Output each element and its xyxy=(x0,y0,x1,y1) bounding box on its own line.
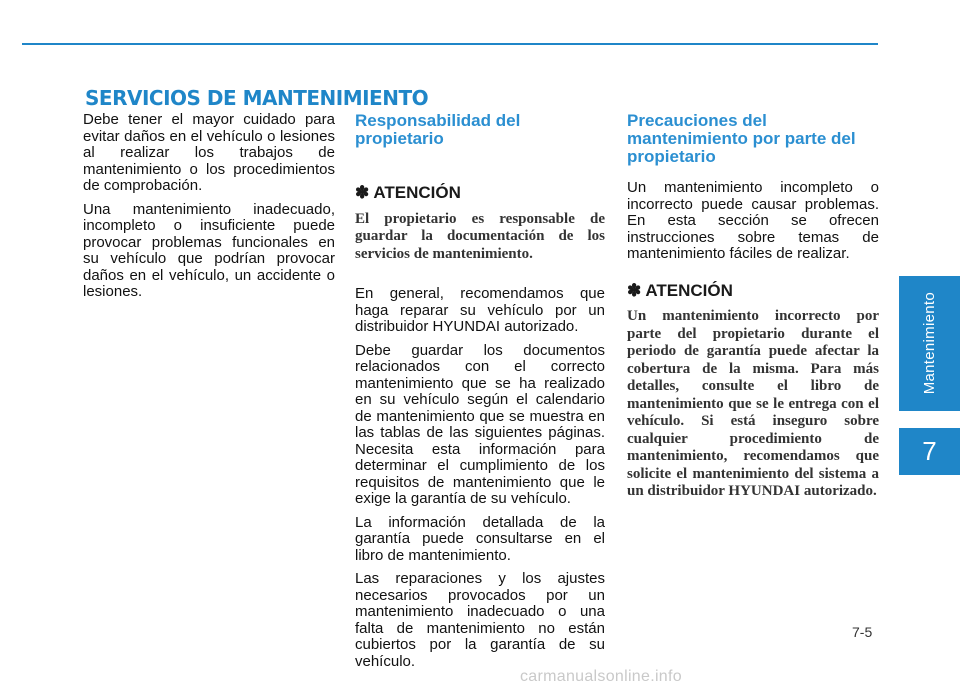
paragraph: La información detallada de la garantía puede consultarse en el libro de mantenimiento. xyxy=(355,513,605,564)
paragraph: Debe guardar los documentos relacionados con el correcto mantenimiento que se ha realizado en su vehículo según el calendario de mantenimiento que se muestra en las tablas de las siguientes páginas. Necesita esta información para determinar el cumplimiento de los requisitos de mantenimiento que le exige la garantía de su vehículo. xyxy=(355,341,605,507)
warning-text: Un mantenimiento incorrecto por parte del propietario durante el periodo de garantía puede afectar la cobertura de la misma. Para más detalles, consulte el libro de mantenimiento que se le entrega con el vehículo. Si está inseguro sobre cualquier procedimiento de mantenimiento, recomendamos que solicite el mantenimiento del sistema a un distribuidor HYUNDAI autorizado. xyxy=(627,308,879,499)
column-left xyxy=(83,112,335,308)
column-right xyxy=(627,112,879,508)
paragraph: Las reparaciones y los ajustes necesarios provocados por un mantenimiento inadecuado o una falta de mantenimiento no están cubiertos por la garantía de su vehículo. xyxy=(355,570,605,670)
page-number: 7-5 xyxy=(852,624,873,640)
watermark: carmanualsonline.info xyxy=(520,668,682,685)
chapter-number-box: 7 xyxy=(899,428,960,475)
top-rule xyxy=(22,43,878,45)
warning-title: ✽ ATENCIÓN xyxy=(627,280,733,300)
chapter-side-tab xyxy=(899,276,960,411)
subheading-owner-responsibility: Responsabilidad del propietario xyxy=(355,111,521,148)
paragraph: En general, recomendamos que haga reparar su vehículo por un distribuidor HYUNDAI autorizado. xyxy=(355,285,605,335)
section-title: SERVICIOS DE MANTENIMIENTO xyxy=(85,86,429,110)
subheading-owner-maintenance-precautions: Precauciones del mantenimiento por parte del propietario xyxy=(627,111,856,166)
warning-title: ✽ ATENCIÓN xyxy=(355,183,461,202)
paragraph: Un mantenimiento incompleto o incorrecto puede causar problemas. En esta sección se ofrecen instrucciones sobre temas de mantenimiento fáciles de realizar. xyxy=(627,179,879,262)
paragraph: Una mantenimiento inadecuado, incompleto o insuficiente puede provocar problemas funcionales en su vehículo que podrían provocar daños en el vehículo, un accidente o lesiones. xyxy=(83,200,335,300)
chapter-side-tab-label: Mantenimiento xyxy=(921,292,938,395)
warning-text: El propietario es responsable de guardar la documentación de los servicios de mantenimiento. xyxy=(355,210,605,262)
column-middle xyxy=(355,112,605,677)
paragraph: Debe tener el mayor cuidado para evitar daños en el vehículo o lesiones al realizar los trabajos de mantenimiento o los procedimientos de comprobación. xyxy=(83,111,335,194)
